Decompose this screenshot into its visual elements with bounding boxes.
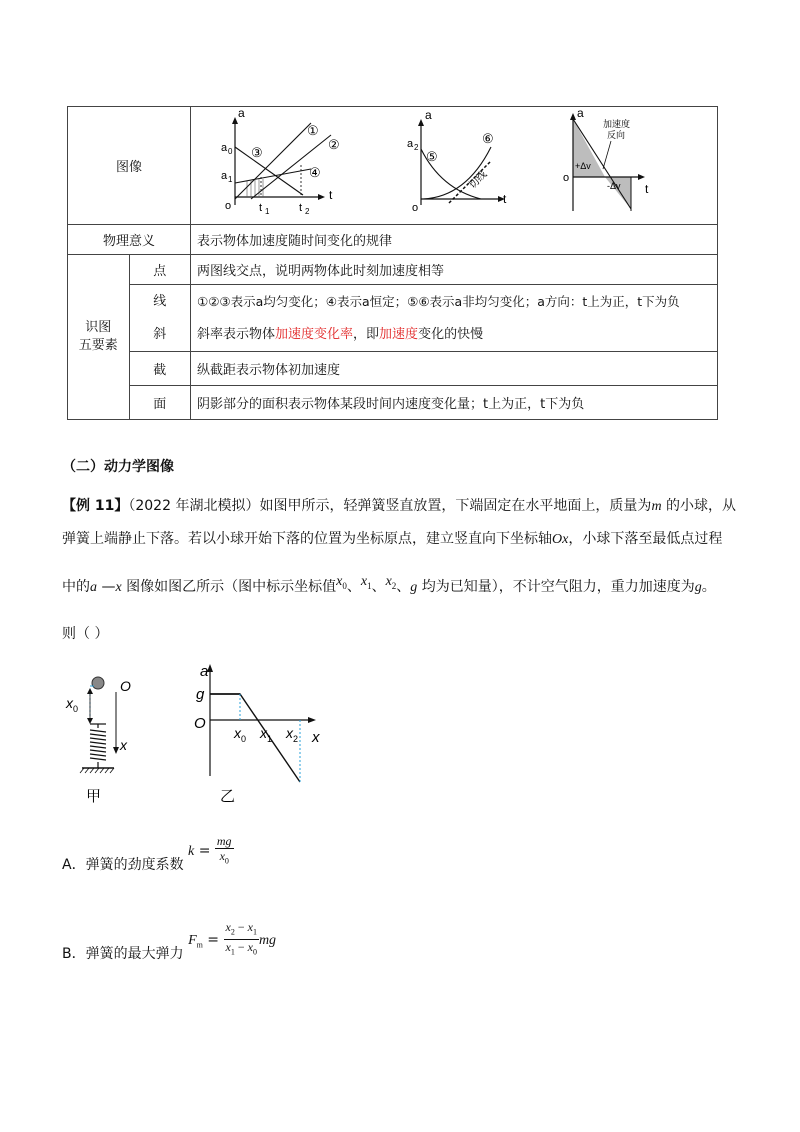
g1-curve-3-label: ③ [251,145,263,160]
svg-text:a: a [425,108,432,122]
g2-curve-5-label: ⑤ [426,149,438,164]
g1-t1: t [259,202,263,214]
g1-a-label: a [238,107,245,120]
graphs-cell [191,107,718,225]
ox-arrow-icon [113,747,119,754]
section-title: （二）动力学图像 [62,459,174,475]
option-a[interactable]: A．弹簧的劲度系数 k = $\frac{mg}{x_0}$ [62,834,232,874]
example-line-4: 则（ ） [62,626,109,642]
label-line-slope: 线 斜 [129,285,191,352]
option-b[interactable]: B．弹簧的最大弹力 $F_m$ = $\frac{x_2 - x_1}{x_1 - x_0}$ mg [62,920,277,962]
g3-dv-pos: +Δv [575,161,591,171]
svg-text:x: x [260,725,267,741]
summary-table [67,106,718,420]
g1-curve-1-label: ① [307,123,319,138]
figure-jia [60,668,150,808]
figure-yi [160,656,340,806]
g1-t2: t [299,202,303,214]
svg-text:a: a [200,663,209,680]
table-row-image [68,107,718,225]
table-row-point [68,255,718,285]
option-a-fraction: $\frac{mg}{x_0}$ [216,834,232,866]
g2-curve-6-label: ⑥ [482,131,494,146]
fig-yi-label: 乙 [220,788,236,805]
row-text-meaning: 表示物体加速度随时间变化的规律 [191,225,718,255]
example-line-2: 弹簧上端静止下落。若以小球开始下落的位置为坐标原点，建立竖直向下坐标轴Ox，小球下落至最低点过程 [62,531,723,547]
graph-2 [407,108,507,214]
svg-text:1: 1 [267,734,273,744]
example-line-1: 【例 11】（2022 年湖北模拟）如图甲所示，轻弹簧竖直放置，下端固定在水平地面上，质量为m 的小球，从 [62,498,737,514]
yi-x-arrow-icon [308,717,316,723]
g3-y-arrow-icon [570,113,576,120]
g1-x-arrow-icon [318,194,325,200]
x0-down-arrow-icon [87,718,93,724]
svg-text:o: o [412,202,419,214]
svg-text:t: t [503,192,507,206]
g1-a0-sub: 0 [228,147,233,156]
svg-text:0: 0 [241,734,247,744]
text-slope: 斜率表示物体加速度变化率，即加速度变化的快慢 [197,327,484,342]
label-intercept: 截 [129,352,191,386]
graph-3 [563,107,649,211]
table-row-intercept [68,352,718,386]
g1-line-3 [235,147,303,195]
g2-tangent-label: 切线 [467,169,490,192]
x0-up-arrow-icon [87,688,93,694]
svg-text:O: O [194,715,206,732]
text-point: 两图线交点，说明两物体此时刻加速度相等 [191,255,718,285]
g3-note-2: 反向 [607,130,626,140]
g1-t2-sub: 2 [305,207,310,216]
table-row-area [68,386,718,420]
text-area: 阴影部分的面积表示物体某段时间内速度变化量；t上为正，t下为负 [191,386,718,420]
svg-text:x: x [312,729,320,746]
svg-text:a: a [577,107,584,120]
text-line-slope [191,285,718,352]
g3-note-1: 加速度 [603,119,631,129]
graphs-svg [191,107,717,220]
svg-text:2: 2 [414,143,419,152]
svg-text:g: g [196,686,205,703]
graph-1 [221,107,340,216]
g1-line-1 [235,123,311,199]
svg-text:o: o [563,172,570,184]
svg-text:2: 2 [293,734,299,744]
g1-a1: a [221,170,228,182]
label-area: 面 [129,386,191,420]
table-row-line-slope [68,285,718,352]
svg-text:0: 0 [73,704,79,714]
example-line-3: 中的a —x 图像如图乙所示（图中标示坐标值$x_0$、$x_1$、$x_2$、g 均为已知量），不计空气阻力，重力加速度为g。 [62,574,716,595]
g1-a1-sub: 1 [228,175,233,184]
g2-y-arrow-icon [418,119,424,126]
table-row-meaning [68,225,718,255]
svg-text:x: x [286,725,293,741]
svg-text:x: x [120,737,127,753]
svg-text:t: t [645,182,649,196]
g1-origin: o [225,200,232,212]
row-label-image: 图像 [68,107,191,225]
svg-text:a: a [407,138,414,150]
g3-x-arrow-icon [638,174,645,180]
text-line: ①②③表示a均匀变化；④表示a恒定；⑤⑥表示a非均匀变化；a方向：t上为正，t下为负 [197,294,680,309]
g1-t-label: t [329,188,333,202]
svg-text:x: x [234,725,241,741]
g1-curve-4-label: ④ [309,165,321,180]
row-label-five-elements: 识图 五要素 [68,255,130,420]
g3-dv-neg: -Δv [607,181,621,191]
label-point: 点 [129,255,191,285]
spring [90,724,106,768]
g1-a0: a [221,142,228,154]
row-label-meaning: 物理意义 [68,225,191,255]
svg-text:x: x [66,695,73,711]
text-intercept: 纵截距表示物体初加速度 [191,352,718,386]
option-b-fraction: $\frac{x_2 - x_1}{x_1 - x_0}$ [225,920,257,957]
g1-curve-2-label: ② [328,137,340,152]
ball [92,677,104,689]
g3-note-pointer [603,141,611,169]
g1-t1-sub: 1 [265,207,270,216]
fig-jia-label: 甲 [86,788,102,805]
svg-text:O: O [120,678,131,694]
